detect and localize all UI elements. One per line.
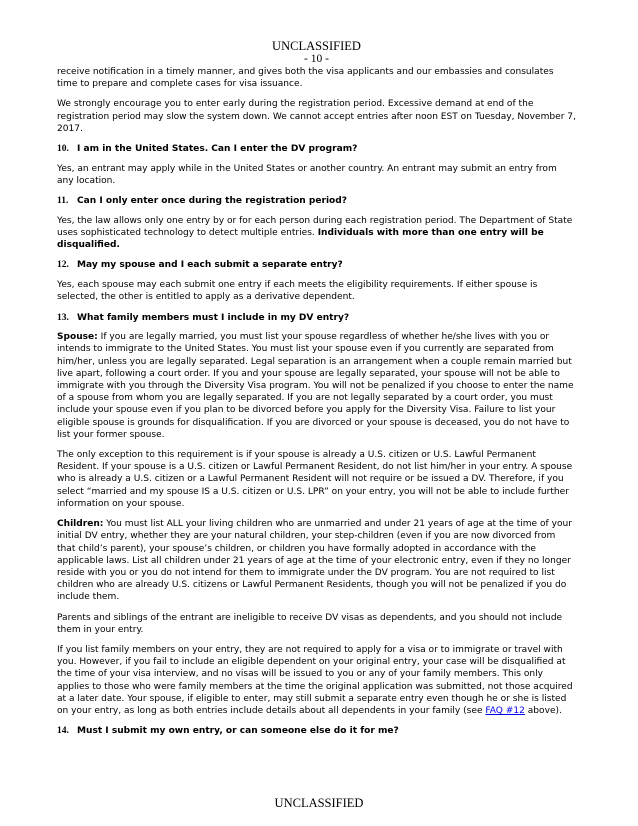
- faq-13-question: [57, 312, 576, 324]
- faq-14-question: [57, 725, 576, 737]
- faq-11-question-text: Can I only enter once during the registration period?: [77, 196, 347, 207]
- faq-14-question-text: Must I submit my own entry, or can someone else do it for me?: [77, 726, 399, 737]
- faq-11-answer: [57, 215, 576, 252]
- faq-12-link[interactable]: FAQ #12: [485, 705, 525, 716]
- children-text: You must list ALL your living children who are unmarried and under 21 years of age at the time of your initial DV entry, whether they are your natural children, your step-children (even if you are now divorced from that child’s parent), your spouse’s children, or children you have formally adopted in accordance with the applicable laws. List all children under 21 years of age at the time of your electronic entry, even if they no longer reside with you or you do not intend for them to immigrate under the DV program. You are not required to list children who are already U.S. citizens or Lawful Permanent Residents, though you will not be penalized if you do include them.: [57, 519, 572, 603]
- intro-paragraph-2: We strongly encourage you to enter early during the registration period. Excessive demand at end of the registration period may slow the system down. We cannot accept entries after noon EST on Tuesday, November 7, 2017.: [57, 99, 576, 134]
- faq-12-question-text: May my spouse and I each submit a separate entry?: [77, 260, 343, 271]
- faq-13-spouse-paragraph: [57, 331, 576, 441]
- faq-12-number: 12.: [57, 260, 69, 271]
- faq-13-family-paragraph: [57, 644, 576, 717]
- faq-13-exception-paragraph: The only exception to this requirement is if your spouse is already a U.S. citizen or U.S. Lawful Permanent Resident. If your spouse is a U.S. citizen or Lawful Permanent Resident, do not list him/her in your entry. A spouse who is already a U.S. citizen or a Lawful Permanent Resident will not require or be issued a DV. Therefore, if you select “married and my spouse IS a U.S. citizen or U.S. LPR” on your entry, you will not be able to include further information on your spouse.: [57, 450, 573, 509]
- page-number: - 10 -: [304, 53, 329, 65]
- family-text-before: If you list family members on your entry, they are not required to apply for a visa or to immigrate or travel with you. However, if you fail to include an eligible dependent on your original entry, your case will be disqualified at the time of your visa interview, and no visas will be issued to you or any of your family members. This only applies to those who were family members at the time the original application was submitted, not those acquired at a later date. Your spouse, if eligible to enter, may still submit a separate entry even though he or she is listed on your entry, as long as both entries include details about all dependents in your family (see: [57, 644, 573, 716]
- faq-10-number: 10.: [57, 144, 69, 155]
- faq-13-children-paragraph: [57, 518, 576, 603]
- intro-paragraph-1: receive notification in a timely manner, and gives both the visa applicants and our embassies and consulates time to prepare and complete cases for visa issuance.: [57, 67, 554, 90]
- faq-11-answer-text: Yes, the law allows only one entry by or for each person during each registration period. The Department of State uses sophisticated technology to detect multiple entries.: [57, 215, 573, 239]
- faq-10-question: [57, 143, 576, 155]
- faq-13-parents-paragraph: Parents and siblings of the entrant are ineligible to receive DV visas as dependents, and you should not include them in your entry.: [57, 612, 563, 635]
- family-text-after: above).: [524, 705, 562, 716]
- faq-13-number: 13.: [57, 312, 69, 323]
- footer-classification: UNCLASSIFIED: [274, 796, 364, 810]
- spouse-text: If you are legally married, you must list your spouse regardless of whether he/she lives with you or intends to immigrate to the United States. You must list your spouse even if you currently are separated from him/her, unless you are legally separated. Legal separation is an arrangement when a couple remain married but live apart, following a court order. If you and your spouse are legally separated, your spouse will not be able to immigrate with you through the Diversity Visa program. You will not be penalized if you choose to enter the name of a spouse from whom you are legally separated. If you are not legally separated by a court order, you must include your spouse even if you plan to be divorced before you apply for the Diversity Visa. Failure to list your eligible spouse is grounds for disqualification. If you are divorced or your spouse is deceased, you do not have to list your former spouse.: [57, 332, 574, 440]
- faq-12-answer: Yes, each spouse may each submit one entry if each meets the eligibility requirements. If either spouse is selected, the other is entitled to apply as a derivative dependent.: [57, 280, 538, 303]
- faq-10-answer: Yes, an entrant may apply while in the United States or another country. An entrant may submit an entry from any location.: [57, 163, 557, 186]
- faq-13-question-text: What family members must I include in my DV entry?: [77, 312, 350, 323]
- faq-11-answer-bold: Individuals with more than one entry will be disqualified.: [57, 228, 544, 251]
- faq-12-question: [57, 259, 576, 271]
- faq-10-question-text: I am in the United States. Can I enter the DV program?: [77, 144, 358, 155]
- header-classification: UNCLASSIFIED: [272, 39, 361, 53]
- faq-11-question: [57, 195, 576, 207]
- children-label: Children:: [57, 519, 104, 530]
- faq-11-number: 11.: [57, 196, 69, 207]
- faq-14-number: 14.: [57, 726, 69, 737]
- spouse-label: Spouse:: [57, 332, 98, 343]
